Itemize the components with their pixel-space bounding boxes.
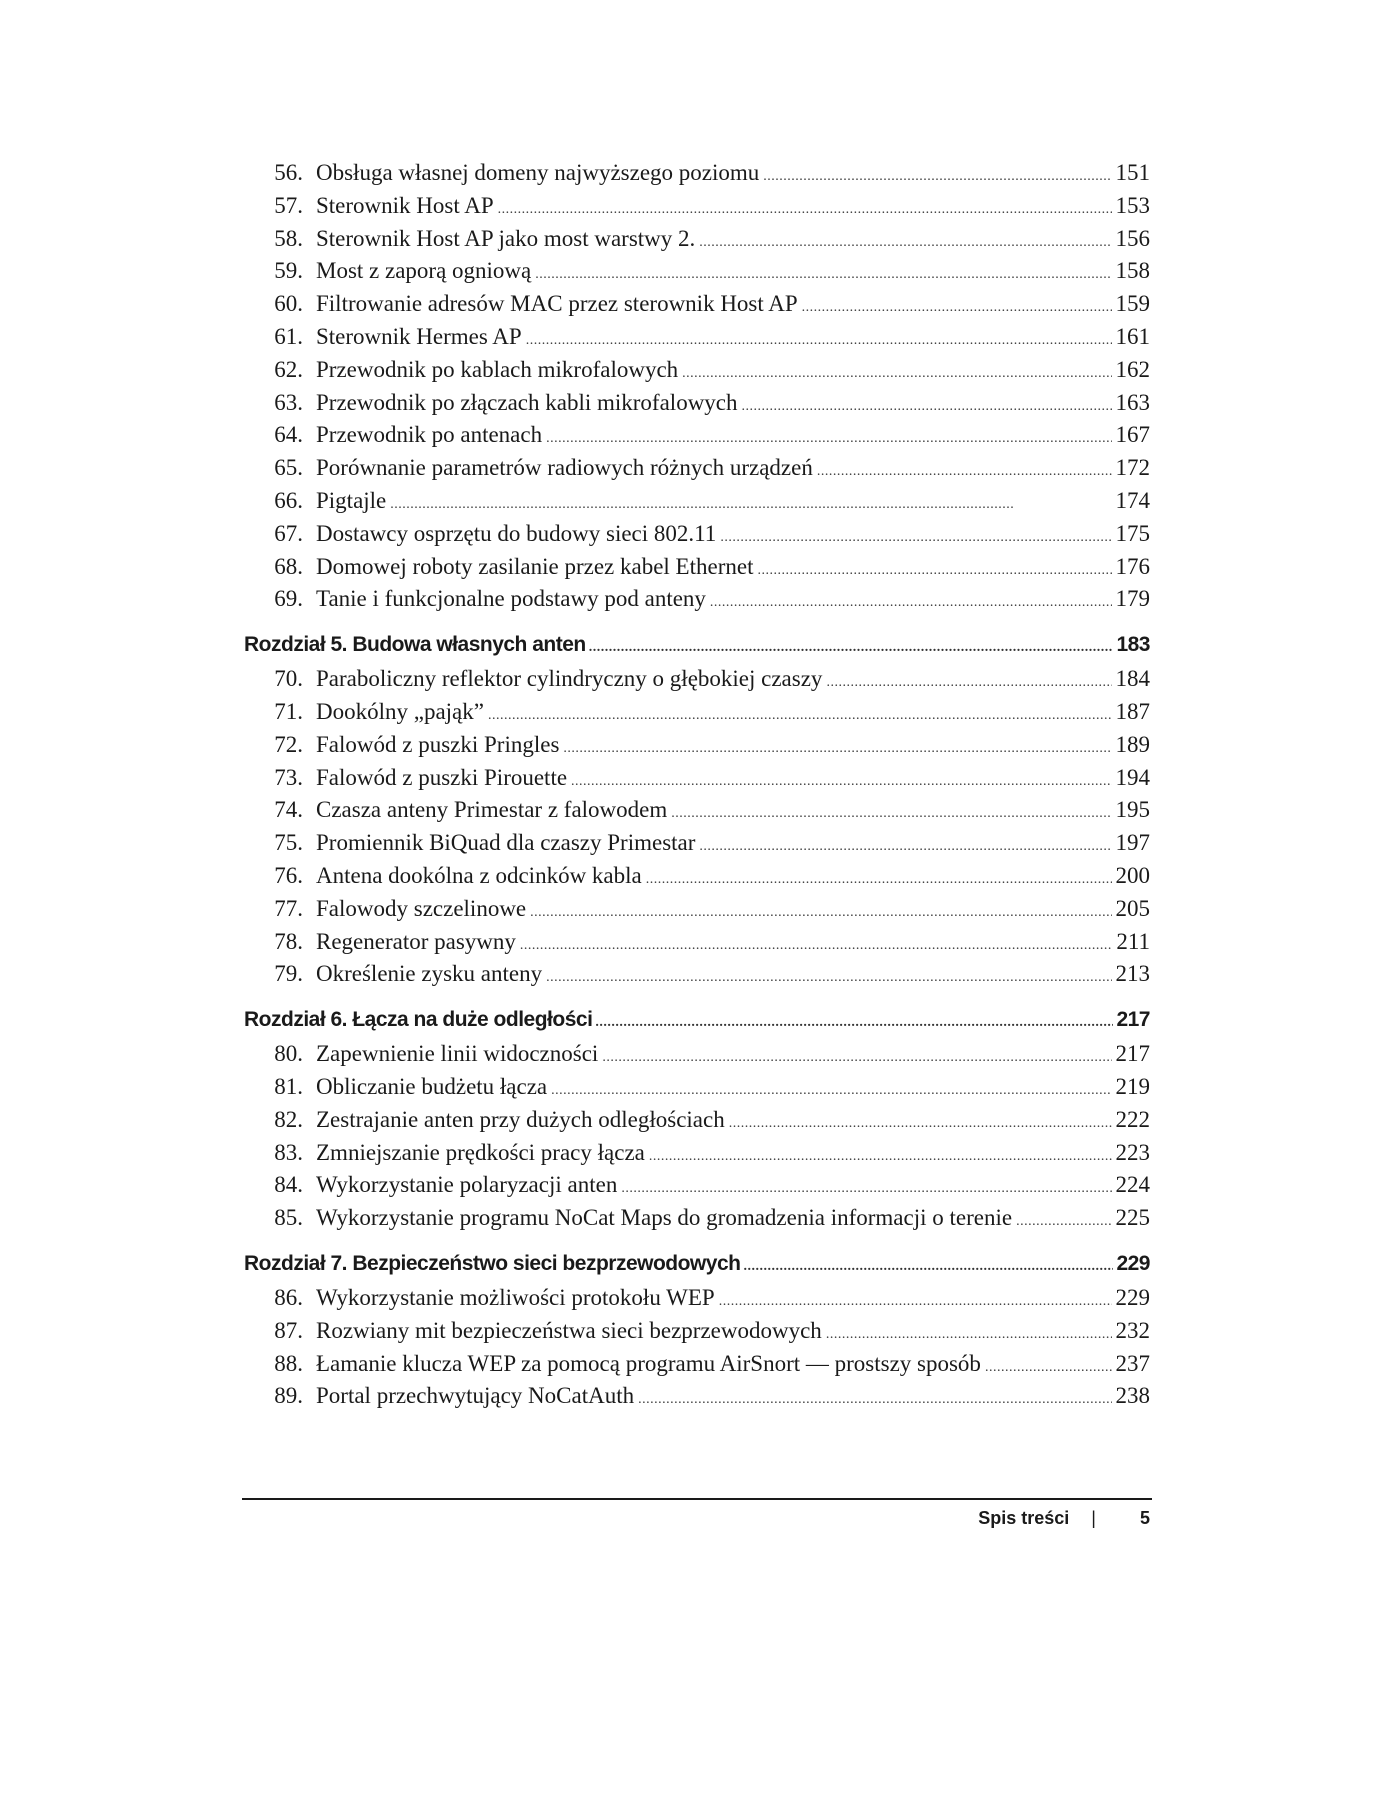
dot-leader <box>826 675 1111 691</box>
toc-entry <box>245 732 1150 765</box>
dot-leader <box>498 202 1112 218</box>
entry-title: Regenerator pasywny <box>316 928 516 954</box>
toc-entry <box>245 863 1150 896</box>
dot-leader <box>595 1015 1113 1031</box>
dot-leader <box>646 872 1112 888</box>
entry-title: Falowód z puszki Pirouette <box>316 764 568 790</box>
entry-title: Wykorzystanie możliwości protokołu WEP <box>316 1284 715 1310</box>
entry-page-number: 205 <box>1115 895 1150 921</box>
entry-number: 77. <box>274 895 303 921</box>
toc-entry <box>245 258 1150 291</box>
footer-section-title: Spis treści <box>978 1508 1070 1528</box>
dot-leader <box>985 1360 1112 1376</box>
entry-page-number: 222 <box>1115 1106 1150 1132</box>
entry-number: 56. <box>274 160 303 185</box>
entry-number: 75. <box>274 830 303 856</box>
dot-leader <box>699 839 1111 855</box>
dot-leader <box>649 1149 1112 1165</box>
entry-title: Zmniejszanie prędkości pracy łącza <box>316 1139 645 1165</box>
entry-title: Wykorzystanie programu NoCat Maps do gromadzenia informacji o terenie <box>316 1205 1013 1231</box>
entry-number: 58. <box>274 225 303 251</box>
entry-title: Przewodnik po kablach mikrofalowych <box>316 356 679 382</box>
entry-number: 87. <box>274 1317 303 1343</box>
entry-page-number: 153 <box>1115 192 1150 218</box>
entry-page-number: 224 <box>1115 1172 1150 1198</box>
entry-page-number: 158 <box>1115 258 1150 284</box>
entry-page-number: 167 <box>1115 422 1150 448</box>
dot-leader <box>520 938 1112 954</box>
dot-leader <box>571 774 1111 790</box>
entry-page-number: 237 <box>1115 1350 1150 1376</box>
entry-number: 61. <box>274 323 303 349</box>
chapter-title: Rozdział 5. Budowa własnych anten <box>244 633 586 657</box>
entry-number: 80. <box>274 1041 303 1067</box>
toc-entry <box>245 666 1150 699</box>
entry-title: Portal przechwytujący NoCatAuth <box>316 1383 635 1409</box>
dot-leader <box>719 1294 1112 1310</box>
entry-number: 81. <box>274 1073 303 1099</box>
dot-leader <box>390 497 1111 513</box>
entry-number: 63. <box>274 389 303 415</box>
entry-number: 88. <box>274 1350 303 1376</box>
toc-entry <box>245 390 1150 423</box>
entry-title: Dookólny „pająk” <box>316 698 484 724</box>
entry-number: 59. <box>274 258 303 284</box>
toc-entry <box>245 521 1150 554</box>
toc-entry <box>245 554 1150 587</box>
toc-entry <box>245 357 1150 390</box>
entry-title: Określenie zysku anteny <box>316 961 543 987</box>
entry-page-number: 195 <box>1115 797 1150 823</box>
entry-title: Przewodnik po złączach kabli mikrofalowych <box>316 389 738 415</box>
entry-number: 84. <box>274 1172 303 1198</box>
dot-leader <box>743 1259 1113 1275</box>
dot-leader <box>638 1392 1111 1408</box>
toc-entry <box>245 1318 1150 1351</box>
entry-title: Sterownik Host AP jako most warstwy 2. <box>316 225 696 251</box>
chapter-page-number: 229 <box>1116 1251 1150 1275</box>
entry-title: Czasza anteny Primestar z falowodem <box>316 797 668 823</box>
entry-number: 69. <box>274 586 303 612</box>
toc-chapter-heading <box>244 633 1150 666</box>
entry-number: 66. <box>274 487 303 513</box>
dot-leader <box>488 708 1112 724</box>
entry-page-number: 217 <box>1115 1041 1150 1067</box>
entry-page-number: 197 <box>1115 830 1150 856</box>
entry-number: 72. <box>274 731 303 757</box>
entry-number: 68. <box>274 553 303 579</box>
chapter-title: Rozdział 6. Łącza na duże odległości <box>244 1008 593 1032</box>
entry-page-number: 184 <box>1115 666 1150 692</box>
entry-page-number: 156 <box>1115 225 1150 251</box>
entry-number: 57. <box>274 192 303 218</box>
entry-number: 86. <box>274 1284 303 1310</box>
entry-title: Sterownik Host AP <box>316 192 494 218</box>
dot-leader <box>546 970 1111 986</box>
dot-leader <box>551 1083 1111 1099</box>
dot-leader <box>826 1327 1112 1343</box>
entry-page-number: 172 <box>1115 455 1150 481</box>
entry-title: Filtrowanie adresów MAC przez sterownik Host AP <box>316 291 798 317</box>
dot-leader <box>757 563 1111 579</box>
entry-number: 71. <box>274 698 303 724</box>
entry-number: 70. <box>274 666 303 692</box>
entry-page-number: 162 <box>1115 356 1150 382</box>
toc-entry <box>245 961 1150 994</box>
toc-entry <box>245 797 1150 830</box>
toc-entry <box>245 1074 1150 1107</box>
page-footer <box>978 1508 1150 1529</box>
entry-page-number: 161 <box>1115 323 1150 349</box>
dot-leader <box>530 905 1111 921</box>
entry-title: Rozwiany mit bezpieczeństwa sieci bezprzewodowych <box>316 1317 822 1343</box>
entry-title: Pigtajle <box>316 487 387 513</box>
chapter-title: Rozdział 7. Bezpieczeństwo sieci bezprzewodowych <box>244 1251 741 1275</box>
entry-number: 89. <box>274 1383 303 1409</box>
toc-entry <box>245 1107 1150 1140</box>
entry-number: 62. <box>274 356 303 382</box>
entry-page-number: 175 <box>1115 520 1150 546</box>
toc-entry <box>245 455 1150 488</box>
footer-page-number: 5 <box>1139 1508 1150 1528</box>
entry-title: Promiennik BiQuad dla czaszy Primestar <box>316 830 696 856</box>
toc-entry <box>245 1285 1150 1318</box>
entry-title: Obsługa własnej domeny najwyższego poziomu <box>316 160 760 185</box>
dot-leader <box>1016 1214 1111 1230</box>
entry-title: Wykorzystanie polaryzacji anten <box>316 1172 618 1198</box>
entry-title: Paraboliczny reflektor cylindryczny o głębokiej czaszy <box>316 666 823 692</box>
entry-page-number: 189 <box>1115 731 1150 757</box>
entry-page-number: 200 <box>1115 862 1150 888</box>
entry-number: 79. <box>274 961 303 987</box>
entry-title: Zestrajanie anten przy dużych odległościach <box>316 1106 725 1132</box>
toc-entry <box>245 160 1150 193</box>
entry-title: Obliczanie budżetu łącza <box>316 1073 548 1099</box>
entry-title: Most z zaporą ogniową <box>316 258 532 284</box>
table-of-contents <box>245 160 1150 1416</box>
dot-leader <box>563 741 1111 757</box>
entry-page-number: 174 <box>1115 487 1150 513</box>
toc-entry <box>245 226 1150 259</box>
toc-entry <box>245 929 1150 962</box>
dot-leader <box>742 399 1112 415</box>
toc-entry <box>245 830 1150 863</box>
entry-page-number: 163 <box>1115 389 1150 415</box>
entry-title: Przewodnik po antenach <box>316 422 543 448</box>
toc-entry <box>245 324 1150 357</box>
chapter-page-number: 217 <box>1116 1008 1150 1032</box>
dot-leader <box>602 1050 1111 1066</box>
toc-chapter-heading <box>244 1008 1150 1041</box>
entry-page-number: 194 <box>1115 764 1150 790</box>
entry-page-number: 159 <box>1115 291 1150 317</box>
toc-entry <box>245 1041 1150 1074</box>
entry-page-number: 179 <box>1115 586 1150 612</box>
entry-page-number: 176 <box>1115 553 1150 579</box>
toc-entry <box>245 488 1150 521</box>
dot-leader <box>817 464 1112 480</box>
entry-page-number: 187 <box>1115 698 1150 724</box>
entry-title: Łamanie klucza WEP za pomocą programu AirSnort — prostszy sposób <box>316 1350 981 1376</box>
entry-title: Antena dookólna z odcinków kabla <box>316 862 642 888</box>
entry-number: 76. <box>274 862 303 888</box>
toc-entry <box>245 765 1150 798</box>
toc-entry <box>245 193 1150 226</box>
entry-number: 67. <box>274 520 303 546</box>
entry-page-number: 229 <box>1115 1284 1150 1310</box>
entry-number: 74. <box>274 797 303 823</box>
dot-leader <box>682 366 1111 382</box>
entry-number: 82. <box>274 1106 303 1132</box>
chapter-page-number: 183 <box>1116 633 1150 657</box>
entry-number: 85. <box>274 1205 303 1231</box>
entry-number: 78. <box>274 928 303 954</box>
entry-title: Falowody szczelinowe <box>316 895 527 921</box>
dot-leader <box>589 640 1114 656</box>
entry-number: 73. <box>274 764 303 790</box>
entry-page-number: 225 <box>1115 1205 1150 1231</box>
toc-entry <box>245 586 1150 619</box>
entry-page-number: 238 <box>1115 1383 1150 1409</box>
toc-entry <box>245 291 1150 324</box>
entry-number: 83. <box>274 1139 303 1165</box>
entry-title: Falowód z puszki Pringles <box>316 731 560 757</box>
entry-title: Zapewnienie linii widoczności <box>316 1041 599 1067</box>
dot-leader <box>526 333 1112 349</box>
entry-number: 60. <box>274 291 303 317</box>
dot-leader <box>699 235 1111 251</box>
entry-title: Tanie i funkcjonalne podstawy pod anteny <box>316 586 706 612</box>
dot-leader <box>802 300 1112 316</box>
entry-page-number: 232 <box>1115 1317 1150 1343</box>
dot-leader <box>535 267 1111 283</box>
entry-page-number: 151 <box>1115 160 1150 185</box>
dot-leader <box>671 806 1111 822</box>
entry-title: Dostawcy osprzętu do budowy sieci 802.11 <box>316 520 717 546</box>
toc-chapter-heading <box>244 1252 1150 1285</box>
dot-leader <box>720 530 1111 546</box>
entry-title: Porównanie parametrów radiowych różnych urządzeń <box>316 455 813 481</box>
toc-entry <box>245 422 1150 455</box>
toc-entry <box>245 699 1150 732</box>
dot-leader <box>763 169 1111 185</box>
toc-entry <box>245 1383 1150 1416</box>
dot-leader <box>546 431 1111 447</box>
footer-separator: | <box>1091 1508 1096 1528</box>
entry-title: Domowej roboty zasilanie przez kabel Ethernet <box>316 553 754 579</box>
entry-title: Sterownik Hermes AP <box>316 323 522 349</box>
dot-leader <box>729 1116 1112 1132</box>
entry-page-number: 213 <box>1115 961 1150 987</box>
dot-leader <box>710 595 1112 611</box>
entry-number: 64. <box>274 422 303 448</box>
toc-entry <box>245 896 1150 929</box>
toc-entry <box>245 1351 1150 1384</box>
footer-rule <box>242 1498 1152 1500</box>
entry-page-number: 211 <box>1116 928 1150 954</box>
toc-entry <box>245 1140 1150 1173</box>
toc-entry <box>245 1172 1150 1205</box>
toc-entry <box>245 1205 1150 1238</box>
dot-leader <box>621 1181 1111 1197</box>
entry-number: 65. <box>274 455 303 481</box>
entry-page-number: 219 <box>1115 1073 1150 1099</box>
entry-page-number: 223 <box>1115 1139 1150 1165</box>
